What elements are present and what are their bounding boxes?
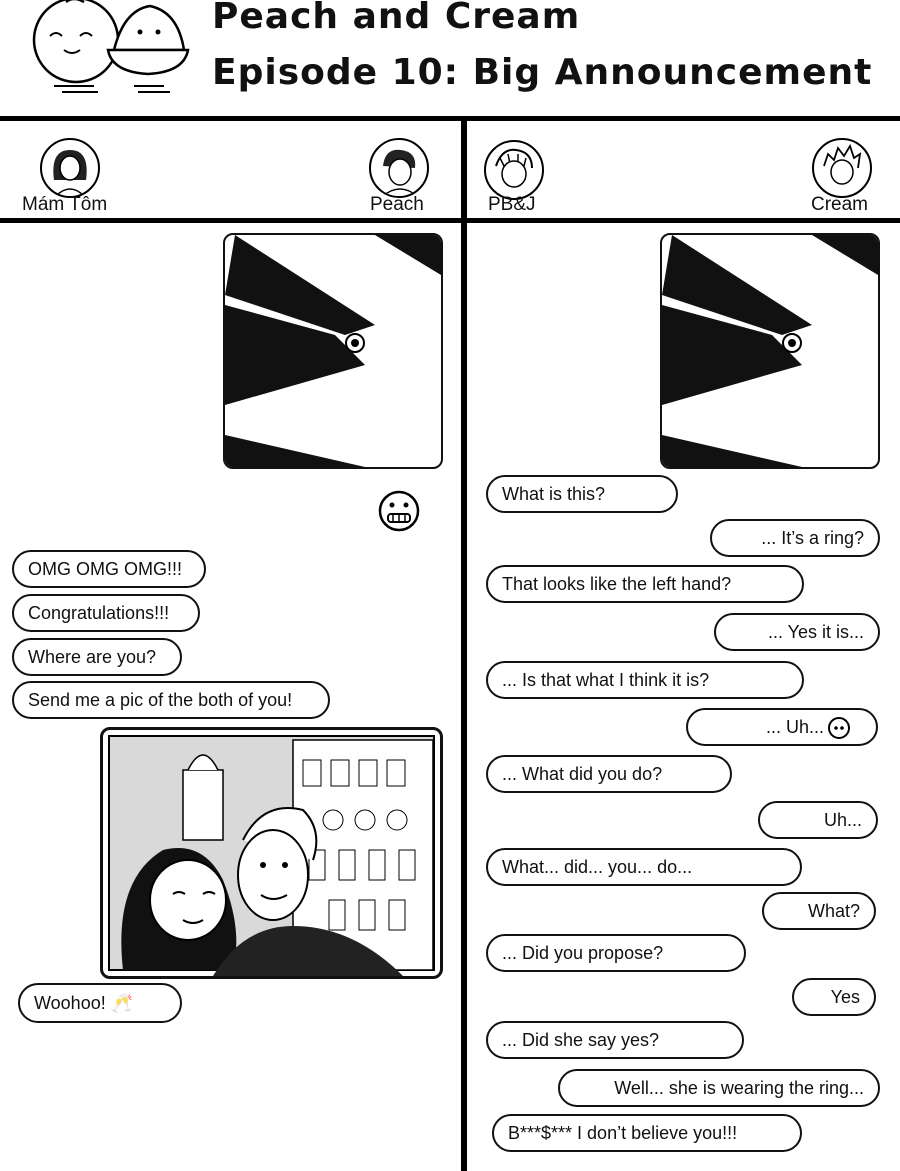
spiky-hair-avatar-icon bbox=[814, 140, 870, 196]
message-bubble[interactable]: ... It’s a ring? bbox=[710, 519, 880, 557]
message-bubble[interactable]: Well... she is wearing the ring... bbox=[558, 1069, 880, 1107]
avatar-cream[interactable] bbox=[812, 138, 872, 198]
couple-photo[interactable] bbox=[100, 727, 443, 979]
episode-title: Episode 10: Big Announcement bbox=[212, 52, 873, 93]
ring-hand-image bbox=[662, 235, 878, 467]
message-bubble[interactable]: OMG OMG OMG!!! bbox=[12, 550, 206, 588]
neutral-face-emoji-icon bbox=[827, 716, 851, 740]
message-bubble[interactable]: What is this? bbox=[486, 475, 678, 513]
panel-divider bbox=[461, 116, 467, 1171]
message-bubble[interactable]: ... Did she say yes? bbox=[486, 1021, 744, 1059]
header-logo bbox=[14, 0, 194, 108]
message-bubble[interactable]: Yes bbox=[792, 978, 876, 1016]
contact-name-right: PB&J bbox=[488, 194, 536, 215]
message-bubble[interactable]: ... Is that what I think it is? bbox=[486, 661, 804, 699]
avatar-pbj[interactable] bbox=[484, 140, 544, 200]
avatar-mam-tom[interactable] bbox=[40, 138, 100, 198]
boy-avatar-icon bbox=[486, 142, 542, 198]
peach-and-cream-logo bbox=[14, 0, 194, 108]
message-bubble[interactable]: What? bbox=[762, 892, 876, 930]
couple-selfie-image bbox=[103, 730, 440, 976]
contact-name-left: Mám Tôm bbox=[22, 194, 108, 215]
self-name-right: Cream bbox=[811, 194, 869, 215]
avatar-peach[interactable] bbox=[369, 138, 429, 198]
man-avatar-icon bbox=[371, 140, 427, 196]
message-bubble[interactable]: ... What did you do? bbox=[486, 755, 732, 793]
message-bubble[interactable]: Congratulations!!! bbox=[12, 594, 200, 632]
message-bubble[interactable]: Where are you? bbox=[12, 638, 182, 676]
message-bubble[interactable]: Woohoo! 🥂 bbox=[18, 983, 182, 1023]
message-text: ... Uh... bbox=[765, 717, 824, 737]
message-bubble[interactable]: What... did... you... do... bbox=[486, 848, 802, 886]
grimace-emoji-icon bbox=[378, 490, 420, 532]
message-bubble[interactable]: ... Did you propose? bbox=[486, 934, 746, 972]
woman-avatar-icon bbox=[42, 140, 98, 196]
message-bubble[interactable]: Uh... bbox=[758, 801, 878, 839]
ring-hand-image bbox=[225, 235, 441, 467]
message-bubble[interactable]: That looks like the left hand? bbox=[486, 565, 804, 603]
contacts-divider bbox=[0, 218, 900, 223]
message-bubble[interactable]: ... Yes it is... bbox=[714, 613, 880, 651]
self-name-left: Peach bbox=[370, 194, 424, 215]
message-bubble[interactable]: B***$*** I don’t believe you!!! bbox=[492, 1114, 802, 1152]
ring-photo-right[interactable] bbox=[660, 233, 880, 469]
message-bubble[interactable]: Send me a pic of the both of you! bbox=[12, 681, 330, 719]
series-title: Peach and Cream bbox=[212, 0, 581, 37]
ring-photo-left[interactable] bbox=[223, 233, 443, 469]
header-divider bbox=[0, 116, 900, 121]
